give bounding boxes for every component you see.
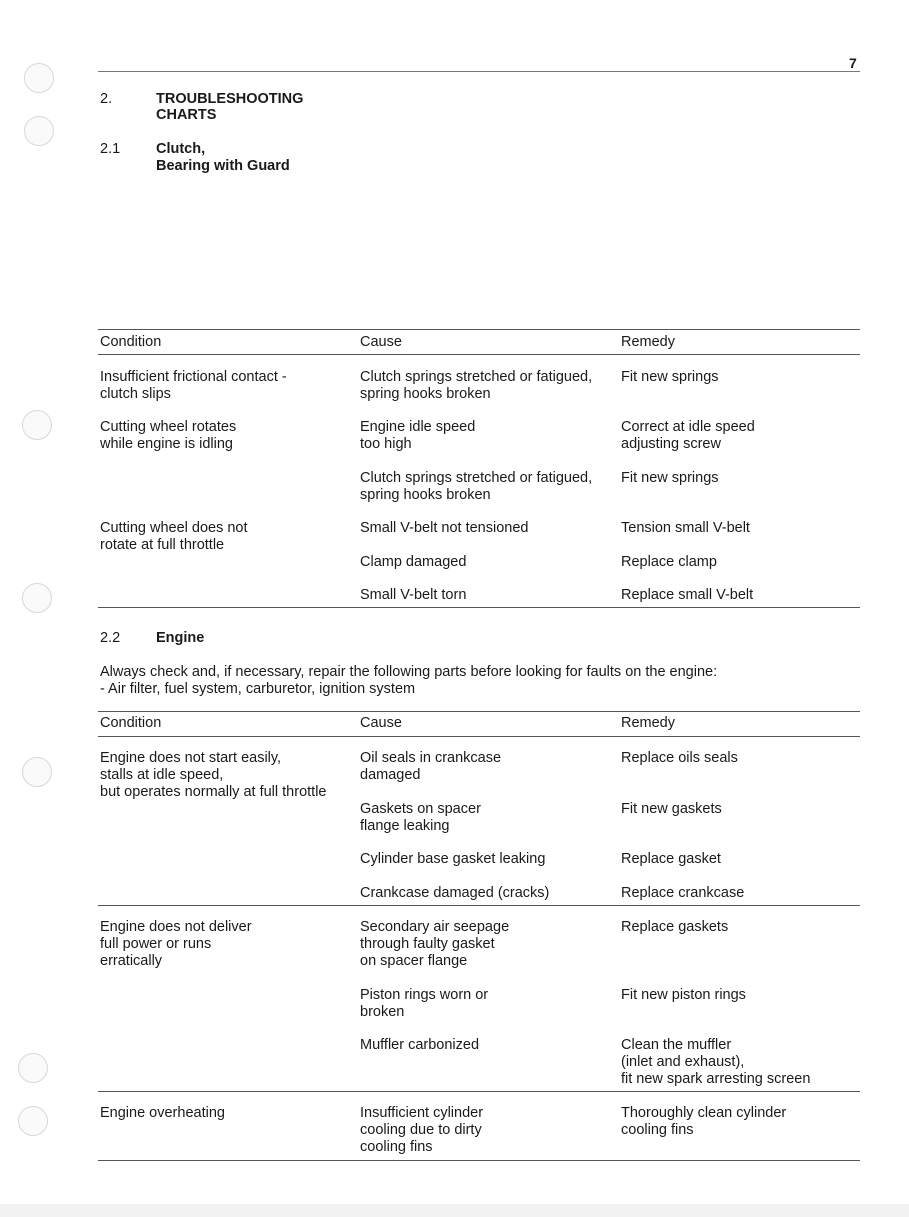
condition-cell: Cutting wheel rotates bbox=[100, 419, 237, 435]
cause-cell: Muffler carbonized bbox=[360, 1037, 480, 1053]
remedy-cell: fit new spark arresting screen bbox=[621, 1071, 811, 1087]
table-bottom-rule bbox=[98, 607, 860, 608]
subsection-title: Engine bbox=[156, 630, 205, 646]
row-group-rule bbox=[98, 905, 860, 906]
remedy-cell: Tension small V-belt bbox=[621, 520, 750, 536]
section-title-line2: CHARTS bbox=[156, 107, 217, 123]
punch-hole bbox=[24, 63, 54, 93]
header-cause: Cause bbox=[360, 715, 402, 731]
subsection-number: 2.2 bbox=[100, 630, 121, 646]
table-header-rule bbox=[98, 354, 860, 355]
cause-cell: Piston rings worn or bbox=[360, 987, 489, 1003]
punch-hole bbox=[18, 1106, 48, 1136]
header-condition: Condition bbox=[100, 715, 162, 731]
condition-cell: but operates normally at full throttle bbox=[100, 784, 327, 800]
condition-cell: Engine does not start easily, bbox=[100, 750, 282, 766]
punch-hole bbox=[24, 116, 54, 146]
subsection-title-line2: Bearing with Guard bbox=[156, 158, 290, 174]
condition-cell: full power or runs bbox=[100, 936, 212, 952]
cause-cell: through faulty gasket bbox=[360, 936, 495, 952]
row-group-rule bbox=[98, 1091, 860, 1092]
table-header-rule bbox=[98, 736, 860, 737]
condition-cell: Insufficient frictional contact - bbox=[100, 369, 287, 385]
header-rule bbox=[98, 71, 860, 72]
remedy-cell: Clean the muffler bbox=[621, 1037, 732, 1053]
cause-cell: Gaskets on spacer bbox=[360, 801, 481, 817]
remedy-cell: Replace gasket bbox=[621, 851, 721, 867]
remedy-cell: Replace small V-belt bbox=[621, 587, 754, 603]
subsection-number: 2.1 bbox=[100, 141, 121, 157]
punch-hole bbox=[18, 1053, 48, 1083]
cause-cell: Insufficient cylinder bbox=[360, 1105, 484, 1121]
remedy-cell: Replace crankcase bbox=[621, 885, 745, 901]
table-top-rule bbox=[98, 711, 860, 712]
header-remedy: Remedy bbox=[621, 334, 675, 350]
cause-cell: Crankcase damaged (cracks) bbox=[360, 885, 550, 901]
intro-text: - Air filter, fuel system, carburetor, ignition system bbox=[100, 681, 416, 697]
punch-hole bbox=[22, 583, 52, 613]
remedy-cell: Fit new gaskets bbox=[621, 801, 722, 817]
subsection-title: Clutch, bbox=[156, 141, 206, 157]
cause-cell: Clutch springs stretched or fatigued, bbox=[360, 369, 593, 385]
condition-cell: rotate at full throttle bbox=[100, 537, 225, 553]
cause-cell: spring hooks broken bbox=[360, 386, 491, 402]
cause-cell: Small V-belt torn bbox=[360, 587, 467, 603]
remedy-cell: Fit new springs bbox=[621, 369, 719, 385]
remedy-cell: Fit new springs bbox=[621, 470, 719, 486]
cause-cell: cooling fins bbox=[360, 1139, 433, 1155]
remedy-cell: (inlet and exhaust), bbox=[621, 1054, 745, 1070]
cause-cell: Small V-belt not tensioned bbox=[360, 520, 529, 536]
condition-cell: clutch slips bbox=[100, 386, 171, 402]
remedy-cell: Correct at idle speed bbox=[621, 419, 755, 435]
cause-cell: too high bbox=[360, 436, 412, 452]
condition-cell: Cutting wheel does not bbox=[100, 520, 248, 536]
cause-cell: spring hooks broken bbox=[360, 487, 491, 503]
cause-cell: Clamp damaged bbox=[360, 554, 467, 570]
remedy-cell: Replace oils seals bbox=[621, 750, 738, 766]
remedy-cell: Thoroughly clean cylinder bbox=[621, 1105, 787, 1121]
table-bottom-rule bbox=[98, 1160, 860, 1161]
header-condition: Condition bbox=[100, 334, 162, 350]
cause-cell: broken bbox=[360, 1004, 405, 1020]
cause-cell: flange leaking bbox=[360, 818, 450, 834]
cause-cell: Engine idle speed bbox=[360, 419, 476, 435]
condition-cell: Engine overheating bbox=[100, 1105, 225, 1121]
remedy-cell: adjusting screw bbox=[621, 436, 721, 452]
condition-cell: stalls at idle speed, bbox=[100, 767, 224, 783]
condition-cell: while engine is idling bbox=[100, 436, 233, 452]
cause-cell: Clutch springs stretched or fatigued, bbox=[360, 470, 593, 486]
cause-cell: Cylinder base gasket leaking bbox=[360, 851, 546, 867]
cause-cell: cooling due to dirty bbox=[360, 1122, 482, 1138]
cause-cell: on spacer flange bbox=[360, 953, 468, 969]
intro-text: Always check and, if necessary, repair the following parts before looking for faults on the engine: bbox=[100, 664, 718, 680]
table-top-rule bbox=[98, 329, 860, 330]
section-number: 2. bbox=[100, 91, 113, 107]
cause-cell: damaged bbox=[360, 767, 421, 783]
header-remedy: Remedy bbox=[621, 715, 675, 731]
punch-hole bbox=[22, 410, 52, 440]
cause-cell: Oil seals in crankcase bbox=[360, 750, 502, 766]
section-title: TROUBLESHOOTING bbox=[156, 91, 304, 107]
page-number: 7 bbox=[849, 55, 857, 71]
header-cause: Cause bbox=[360, 334, 402, 350]
condition-cell: erratically bbox=[100, 953, 163, 969]
cause-cell: Secondary air seepage bbox=[360, 919, 510, 935]
scan-edge bbox=[0, 1204, 909, 1217]
remedy-cell: Fit new piston rings bbox=[621, 987, 746, 1003]
remedy-cell: Replace gaskets bbox=[621, 919, 729, 935]
punch-hole bbox=[22, 757, 52, 787]
condition-cell: Engine does not deliver bbox=[100, 919, 252, 935]
remedy-cell: cooling fins bbox=[621, 1122, 694, 1138]
remedy-cell: Replace clamp bbox=[621, 554, 717, 570]
